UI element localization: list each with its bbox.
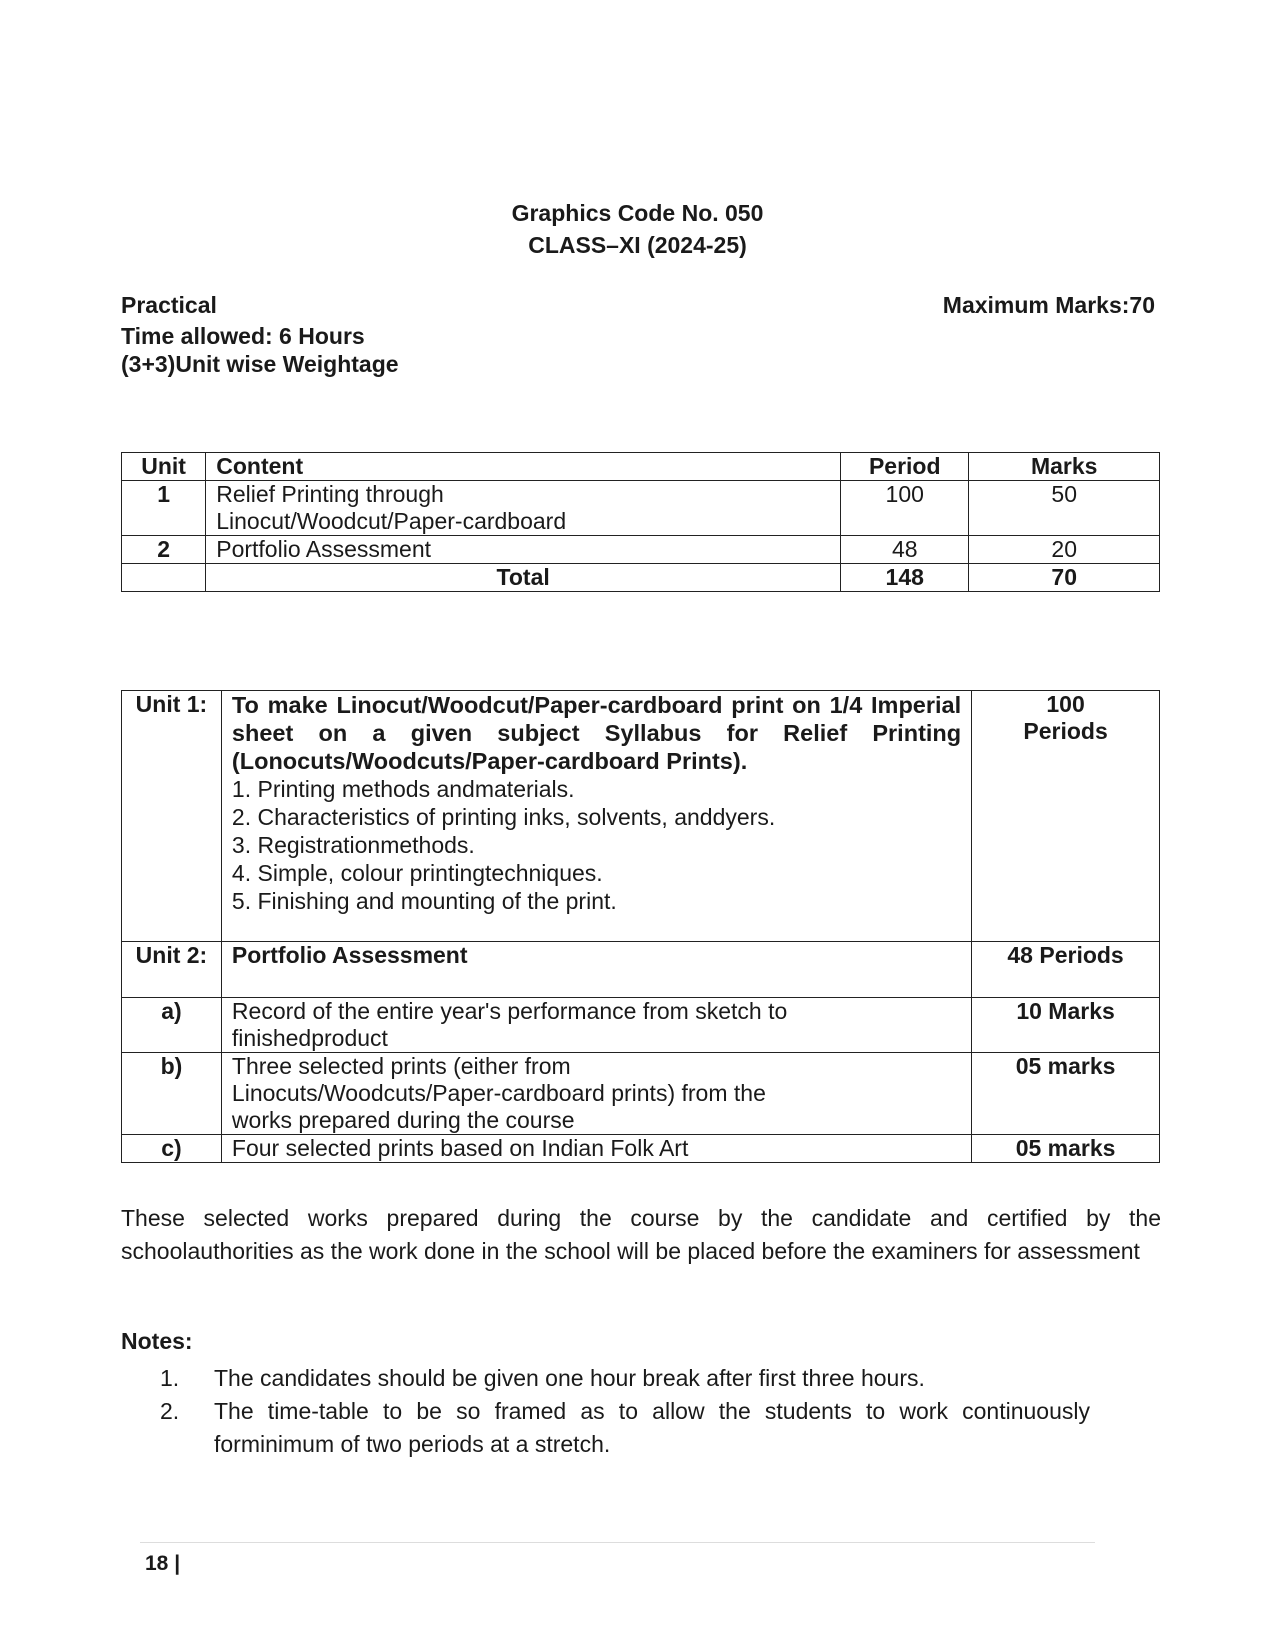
content-line: Three selected prints (either from xyxy=(231,1053,571,1079)
table-row xyxy=(122,481,1160,536)
content-line: Record of the entire year's performance from sketch to xyxy=(231,998,788,1024)
subrow-label: a) xyxy=(122,998,222,1053)
unit2-periods: 48 Periods xyxy=(972,942,1160,998)
unit-marks: 50 xyxy=(969,481,1160,536)
subrow-content: Four selected prints based on Indian Folk Art xyxy=(221,1135,971,1163)
document-title: Graphics Code No. 050 xyxy=(511,200,764,226)
list-item: 4. Simple, colour printingtechniques. xyxy=(231,860,603,886)
subrow-marks: 05 marks xyxy=(972,1135,1160,1163)
list-item xyxy=(160,1395,1090,1461)
unit-marks: 20 xyxy=(969,536,1160,564)
total-marks: 70 xyxy=(969,564,1160,592)
table-row xyxy=(122,998,1160,1053)
page-number: 18 | xyxy=(145,1552,181,1575)
table-header-row xyxy=(122,453,1160,481)
notes-heading: Notes: xyxy=(121,1328,193,1354)
subrow-marks: 10 Marks xyxy=(972,998,1160,1053)
total-row xyxy=(122,564,1160,592)
header-period: Period xyxy=(841,453,969,481)
total-blank xyxy=(122,564,206,592)
subrow-marks: 05 marks xyxy=(972,1053,1160,1135)
unit-period: 48 xyxy=(841,536,969,564)
note-number: 2. xyxy=(160,1398,180,1424)
header-content: Content xyxy=(206,453,841,481)
content-line: Linocuts/Woodcuts/Paper-cardboard prints) from the xyxy=(231,1080,766,1106)
weightage-table xyxy=(121,452,1160,592)
unit1-content xyxy=(221,691,971,942)
time-allowed: Time allowed: 6 Hours xyxy=(121,323,365,349)
periods-number: 100 xyxy=(1046,691,1085,717)
notes-list xyxy=(160,1362,1090,1461)
header-marks: Marks xyxy=(969,453,1160,481)
list-item: 5. Finishing and mounting of the print. xyxy=(231,888,617,914)
total-label: Total xyxy=(206,564,841,592)
syllabus-table xyxy=(121,690,1160,1163)
list-item: 1. Printing methods andmaterials. xyxy=(231,776,575,802)
unit1-row xyxy=(122,691,1160,942)
weightage-label: (3+3)Unit wise Weightage xyxy=(121,351,399,377)
unit-content: Portfolio Assessment xyxy=(206,536,841,564)
periods-word: Periods xyxy=(1023,718,1108,744)
subrow-content xyxy=(221,1053,971,1135)
table-row xyxy=(122,1053,1160,1135)
note-text: The candidates should be given one hour break after first three hours. xyxy=(214,1365,925,1391)
list-item xyxy=(160,1362,1090,1395)
unit2-row xyxy=(122,942,1160,998)
unit1-heading: To make Linocut/Woodcut/Paper-cardboard print on 1/4 Imperial sheet on a given subject Syllabus for Relief Printing (Lonocuts/Woodcuts/Paper-cardboard Prints). xyxy=(231,692,962,774)
unit-period: 100 xyxy=(841,481,969,536)
unit1-periods xyxy=(972,691,1160,942)
footer-divider xyxy=(140,1542,1095,1543)
unit-number: 2 xyxy=(122,536,206,564)
assessment-paragraph: These selected works prepared during the course by the candidate and certified by the schoolauthorities as the work done in the school will be placed before the examiners for assessment xyxy=(121,1205,1161,1264)
note-text: The time-table to be so framed as to allow the students to work continuously forminimum of two periods at a stretch. xyxy=(214,1398,1090,1457)
content-line: Relief Printing through xyxy=(216,481,444,507)
list-item: 3. Registrationmethods. xyxy=(231,832,475,858)
practical-label: Practical xyxy=(121,292,217,318)
list-item: 2. Characteristics of printing inks, solvents, anddyers. xyxy=(231,804,776,830)
note-number: 1. xyxy=(160,1365,180,1391)
class-title: CLASS–XI (2024-25) xyxy=(528,232,747,258)
subrow-content xyxy=(221,998,971,1053)
total-period: 148 xyxy=(841,564,969,592)
content-line: Linocut/Woodcut/Paper-cardboard xyxy=(216,508,567,534)
max-marks: Maximum Marks:70 xyxy=(942,292,1155,318)
content-line: works prepared during the course xyxy=(231,1107,575,1133)
unit-content xyxy=(206,481,841,536)
unit1-topics xyxy=(232,775,961,915)
unit2-heading: Portfolio Assessment xyxy=(221,942,971,998)
subrow-label: b) xyxy=(122,1053,222,1135)
subrow-label: c) xyxy=(122,1135,222,1163)
unit1-label: Unit 1: xyxy=(122,691,222,942)
unit-number: 1 xyxy=(122,481,206,536)
table-row xyxy=(122,536,1160,564)
unit2-label: Unit 2: xyxy=(122,942,222,998)
content-line: finishedproduct xyxy=(231,1025,388,1051)
table-row xyxy=(122,1135,1160,1163)
header-unit: Unit xyxy=(122,453,206,481)
